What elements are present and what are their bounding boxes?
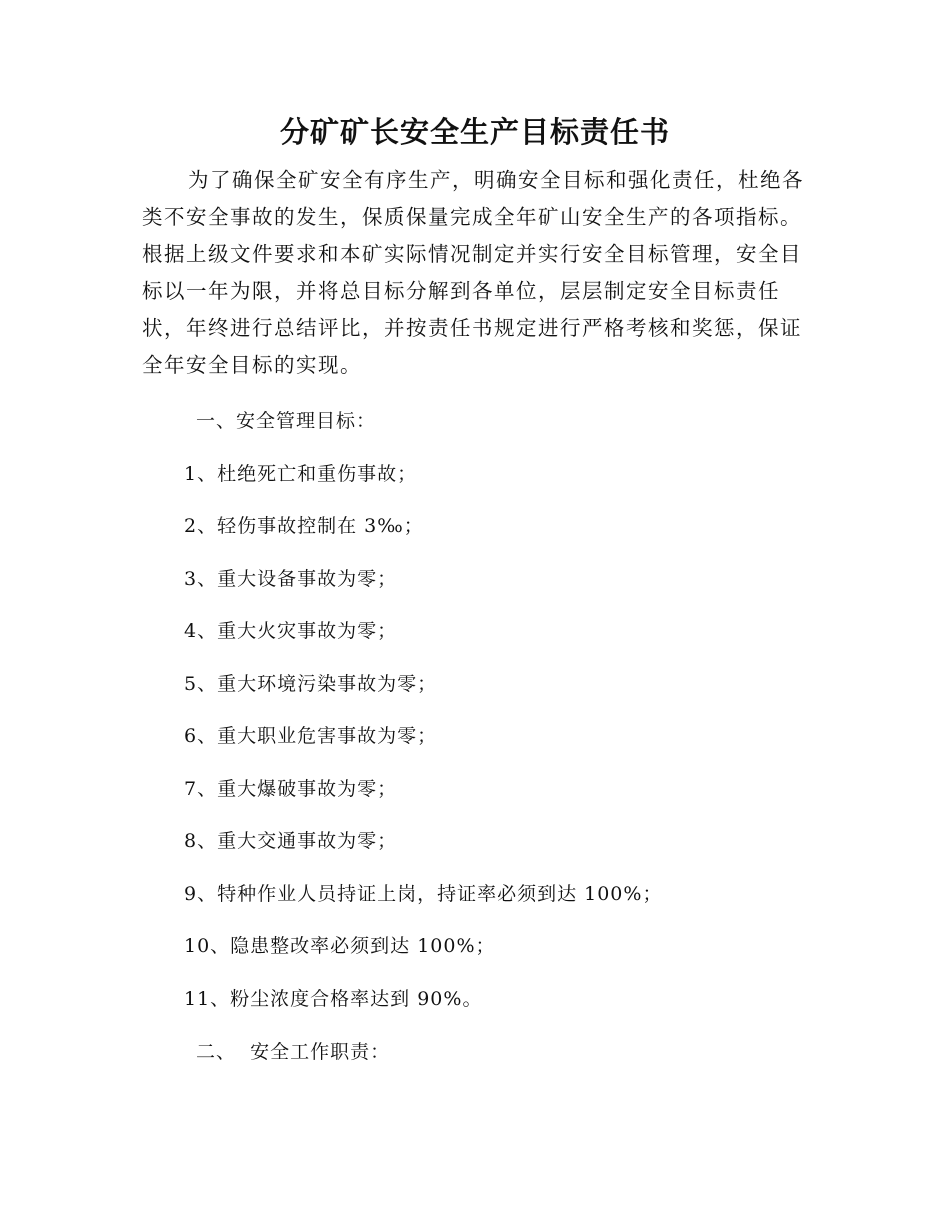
intro-line: 标以一年为限，并将总目标分解到各单位，层层制定安全目标责任 bbox=[142, 279, 780, 303]
intro-line: 根据上级文件要求和本矿实际情况制定并实行安全目标管理，安全目 bbox=[142, 242, 802, 266]
goal-item: 10、隐患整改率必须到达 100%； bbox=[184, 935, 496, 957]
goal-item: 5、重大环境污染事故为零； bbox=[184, 673, 438, 695]
goal-item: 7、重大爆破事故为零； bbox=[184, 778, 398, 800]
goal-item: 4、重大火灾事故为零； bbox=[184, 620, 398, 642]
intro-line: 类不安全事故的发生，保质保量完成全年矿山安全生产的各项指标。 bbox=[142, 205, 802, 229]
goal-item: 1、杜绝死亡和重伤事故； bbox=[184, 463, 418, 485]
goal-item: 8、重大交通事故为零； bbox=[184, 830, 398, 852]
section-heading-goals: 一、安全管理目标： bbox=[196, 410, 377, 432]
intro-line: 全年安全目标的实现。 bbox=[142, 353, 362, 377]
document-title: 分矿矿长安全生产目标责任书 bbox=[279, 115, 670, 149]
section-heading-duties: 二、 安全工作职责： bbox=[196, 1041, 391, 1063]
goal-item: 3、重大设备事故为零； bbox=[184, 568, 398, 590]
goal-item: 6、重大职业危害事故为零； bbox=[184, 725, 438, 747]
intro-line: 为了确保全矿安全有序生产，明确安全目标和强化责任，杜绝各 bbox=[188, 168, 804, 192]
goal-item: 2、轻伤事故控制在 3‰； bbox=[184, 515, 424, 537]
intro-paragraph bbox=[142, 162, 804, 384]
intro-line: 状，年终进行总结评比，并按责任书规定进行严格考核和奖惩，保证 bbox=[142, 316, 802, 340]
goal-item: 11、粉尘浓度合格率达到 90%。 bbox=[184, 988, 483, 1010]
goal-item: 9、特种作业人员持证上岗，持证率必须到达 100%； bbox=[184, 883, 663, 905]
